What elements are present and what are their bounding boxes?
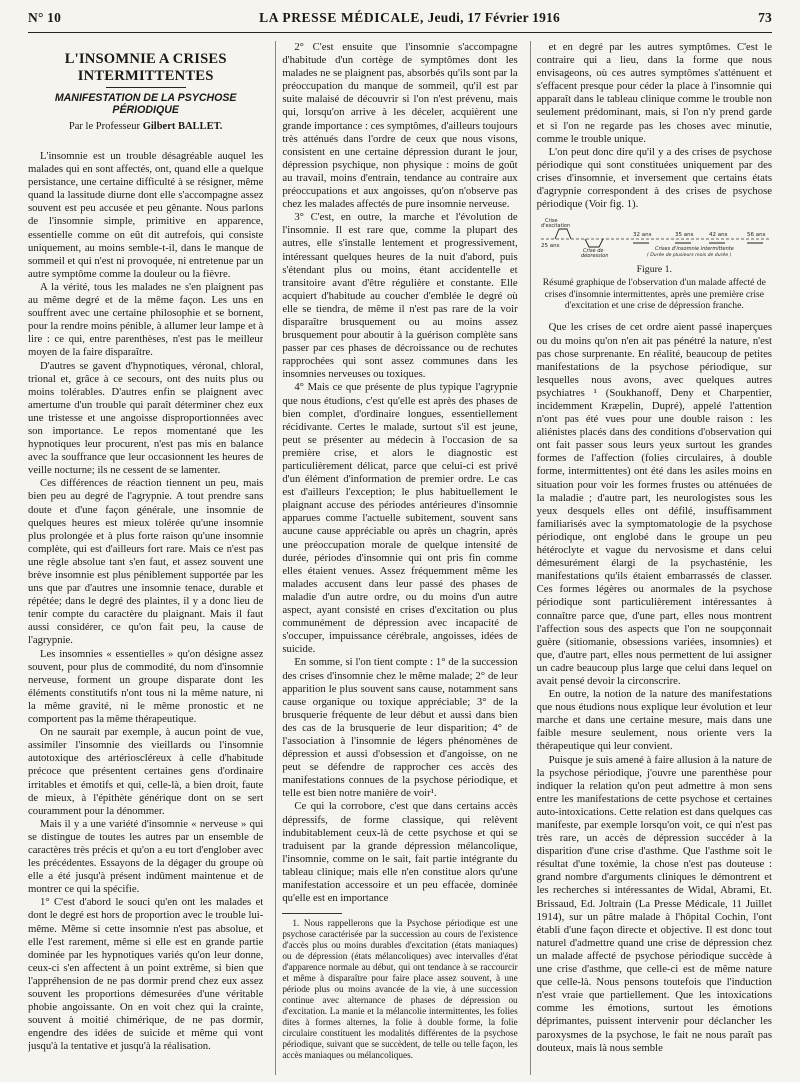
depression-label: dépression <box>580 253 609 258</box>
author-name: Gilbert BALLET. <box>142 121 223 132</box>
depression-crisis-mark <box>585 239 603 247</box>
age-label: 42 ans <box>708 232 728 239</box>
byline <box>28 121 263 132</box>
paragraph: En outre, la notion de la nature des manifestations que nous étudions nous explique leur évolution et leur marche et dans une certaine mesure, mais dans une faible mesure seulement, nous oriente vers la thérapeutique qui leur convient. <box>536 688 772 753</box>
article-title: L'INSOMNIE A CRISES INTERMITTENTES <box>64 51 227 84</box>
excitation-crisis-mark <box>555 229 571 239</box>
crisis-label: d'excitation <box>540 223 570 230</box>
running-head <box>28 10 772 30</box>
start-age-label: 25 ans <box>540 243 560 250</box>
age-label: 56 ans <box>746 232 766 239</box>
footnote-rule <box>282 913 342 914</box>
column-middle <box>275 41 517 1075</box>
paragraph: Ce qui la corrobore, c'est que dans certains accès dépressifs, de forme classique, qui relèvent indubitablement ceux-là de cette psychose et qui se traduisent par la grande dépression mélancolique, l'insomnie, comme on le sait, fait partie intégrante du tableau clinique; mais elle n'en constitue alors qu'une manifestation accessoire et un peu effacée, dominée qu'elle est en importance <box>282 800 518 905</box>
issue-number: N° 10 <box>28 10 62 25</box>
paragraph: Que les crises de cet ordre aient passé inaperçues ou du moins qu'on n'en ait pas pénétré la nature, n'est pas chose surprenante. En réalité, beaucoup de petites manifestations de la psychose périodique, sur lesquelles nous avons, avec quelques autres psychiatres ¹ (Soukhanoff, Deny et Charpentier, incidemment Kræpelin, Dupré), appelé l'attention n'ont pas été vues pour une double raison : les aliénistes placés dans des conditions d'observation qui ont fait passer sous leurs yeux surtout les grandes formes de l'affection (folies circulaires, à double forme, intermittentes) ont été dans les asiles moins en situation pour voir les formes frustes ou atténuées de la maladie ; d'autre part, les neurologistes sous les yeux desquels elles ont défilé, insuffisamment familiarisés avec la symptomatologie de la psychose périodique, ont englobé dans le groupe un peu hétéroclyte et vague du nervosisme et dans celui démesurément élargi de la psychasténie, les manifestations qu'ils étaient embarrassés de classer. Ces formes légères ou anormales de la psychose périodique sont particulièrement intéressantes à connaître parce que, d'une part, elles nous montrent l'affection sous des aspects que l'on ne soupçonnait guère (sitiomanie, obsessions variées, insomnies) et que, d'autre part, elles nous permettent de lui assigner un cadre beaucoup plus large que celui dans lequel on avait pensé devoir la circonscrire. <box>536 321 772 687</box>
title-rule <box>106 87 186 88</box>
paragraph: et en degré par les autres symptômes. C'est le contraire qui a lieu, dans la forme que nous envisageons, où ces autres symptômes s'atténuent et s'effacent presque pour céder la place à l'insomnie qui apparaît dans le tableau clinique comme le trouble non seulement prédominant, mais, si l'on n'y prend garde et si l'on ne regarde pas les choses avec minutie, comme le trouble unique. <box>536 41 772 145</box>
page-number: 73 <box>758 10 772 25</box>
column-left <box>28 41 263 1075</box>
paragraph: A la vérité, tous les malades ne s'en plaignent pas au même degré et de la même façon. Les uns en souffrent avec une certaine philosophie et se bornent, pour la rendre moins pénible, à allumer leur lampe et à lire : ce qui, entre parenthèses, n'est pas le meilleur moyen de la faire disparaître. <box>28 280 264 359</box>
paragraph: D'autres se gavent d'hypnotiques, véronal, chloral, trional et, grâce à ce secours, ont des nuits plus ou moins tolérables. D'autres enfin se plaignent avec amertume d'un trouble qui paraît déterminer chez eux une tristesse et une angoisse disproportionnées avec son importance. Le repos momentané que les hypnotiques leur procurent, n'est pas mis en balance avec la souffrance que leur occasionnent les heures de veille nocturne; ils ne cessent de se lamenter. <box>28 359 264 477</box>
paragraph: L'insomnie est un trouble désagréable auquel les malades qui en sont affectés, ont, quand elle a quelque persistance, une certaine difficulté à se résigner, même quand la lassitude diurne dont elle s'accompagne assez souvent est peu accusée et peu gênante. Nous parlons de l'insomnie simple, primitive en apparence, essentielle comme on eût dit autrefois, qui consiste uniquement, au moins semble-t-il, dans le manque de sommeil et qui n'est ni provoquée, ni entretenue par un autre symptôme comme la douleur ou la fièvre. <box>28 150 264 280</box>
figure-1 <box>537 217 772 311</box>
paragraph: 4° Mais ce que présente de plus typique l'agrypnie que nous étudions, c'est qu'elle est après des phases de bien complet, d'ordinaire longues, essentiellement récidivante. Certes le malade, surtout s'il est jeune, peut se présenter au médecin à l'occasion de sa première crise, et alors le diagnostic est particulièrement délicat, parce que celui-ci est privé d'un élément d'information de premier ordre. Le cas est d'ailleurs l'exception; le plus habituellement le plaignant accuse des périodes antérieures d'insomnie apparues comme l'actuelle subitement, souvent sans aucune cause appréciable ou après un chagrin, après une préoccupation morale de quelque intensité de durée, périodes d'insomnie qui ont pris fin comme elles étaient venues. Assez fréquemment même les malades accusent dans leur passé des phases de maladie d'un autre ordre, ou du moins d'un autre aspect, ayant consisté en crises d'excitation ou plus communément de dépression avec incapacité de s'occuper, impuissance cérébrale, angoisses, idées de suicide. <box>282 381 518 656</box>
age-label: 32 ans <box>632 232 652 239</box>
paragraph: 3° C'est, en outre, la marche et l'évolution de l'insomnie. Il est rare que, comme la plupart des autres, elle s'installe lentement et progressivement, intéressant quelques heures de la nuit d'abord, puis s'étendant plus ou moins, étant accidentelle et transitoire avant d'être régulière et constante. Elle acquiert d'habitude au coucher d'emblée le degré où elle se tiendra, de même il n'est pas rare de la voir disparaître brusquement ou au moins assez brusquement pour aboutir à la guérison complète sans passer par ces phases de décroissance ou de rechutes rapprochées qui sont assez communes dans les insomnies nerveuses ou toxiques. <box>282 211 518 381</box>
crisis-label: Crise <box>544 218 558 225</box>
paragraph: On ne saurait par exemple, à aucun point de vue, assimiler l'insomnie des vieillards ou l'insomnie autotoxique des artérioscléreux à celle d'habitude précoce que présentent certaines gens d'ordinaire irritables et émotifs et qui, celle-là, a bien droit, faute de mieux, à l'épithète générique dont on se sert couramment pour la dénommer. <box>28 726 264 817</box>
age-label: 35 ans <box>674 232 694 239</box>
timeline-diagram <box>537 217 772 257</box>
figure-caption-title: Figure 1. <box>636 264 672 276</box>
paragraph: En somme, si l'on tient compte : 1° de la succession des crises d'insomnie chez le même malade; 2° de leur apparition le plus souvent sans cause, notamment sans cause organique ou toxique appréciable; 3° de la brusquerie fréquente de leur début et aussi dans bien des cas de la brusquerie de leur disparition; 4° de l'association à l'insomnie de légers phénomènes de dépression et aussi d'obsession et d'angoisse, on ne peut se défendre de rapprocher ces accès des manifestations connues de la psychose périodique, et telle est bien notre manière de voir¹. <box>282 656 518 800</box>
text-columns <box>28 41 772 1075</box>
article-subtitle: MANIFESTATION DE LA PSYCHOSE PÉRIODIQUE <box>54 92 237 116</box>
paragraph: Ces différences de réaction tiennent un peu, mais bien peu au degré de l'agrypnie. A tout prendre sans doute et d'une façon générale, une insomnie de quelques heures est mieux tolérée qu'une insomnie plus prolongée et à plus forte raison qu'une insomnie complète, qui est d'ailleurs fort rare. Mais ce n'est pas une règle absolue tant s'en faut, et assez souvent une brève insomnie est plus péniblement supportée par les uns que par d'autres une insomnie tenace, durable et répétée; dans le degré des plaintes, il y a donc lieu de tenir compte du caractère du plaignant. Mais il faut aussi considérer, ce qu'on fait peu, la cause de l'agrypnie. <box>28 477 264 647</box>
depression-label: Crise de <box>582 248 604 255</box>
paragraph: Mais il y a une variété d'insomnie « nerveuse » qui se distingue de toutes les autres par un ensemble de caractères très précis et qu'on a eu tort d'englober avec les précédentes. Essayons de la dégager du groupe où elle a été jusqu'à présent indûment maintenue et de montrer ce qui la spécifie. <box>28 817 264 896</box>
paragraph: Puisque je suis amené à faire allusion à la nature de la psychose périodique, j'ouvre une parenthèse pour indiquer la relation qu'on peut admettre à mon sens entre les manifestations de cette psychose et certaines auto-intoxications. Cette relation est dans quelques cas manifeste, par exemple lorsqu'on voit, ce qui n'est pas très rare, un accès de dépression succéder à la disparition d'une crise d'asthme. Que l'asthme soit le résultat d'une toxémie, la chose n'est pas douteuse : grand nombre d'arguments cliniques le démontrent et les recherches si intéressantes de Widal, Abrami, Et. Brissaud, Ed. Joltrain (La Presse Médicale, 11 Juillet 1914), sur un pâtre malade à l'hôpital Cochin, l'ont établi d'une façon directe et objective. Il est donc tout naturel d'admettre quand une crise de dépression chez un malade affecté de psychose périodique succède à une crise d'asthme, que celle-ci est de même nature que celle-là. Nous pensons toutefois que l'induction n'est vraie que partiellement. Que les intoxications comme les émotions, surtout les émotions déprimantes, puissent intervenir pour déclancher les paroxysmes de la psychose, le fait ne nous paraît pas douteux, mais là nous semble <box>536 753 772 1054</box>
insomnia-label: Crises d'insomnie intermittente <box>654 246 734 253</box>
header-rule <box>28 32 772 33</box>
column-right <box>530 41 772 1075</box>
issue-date: Jeudi, 17 Février 1916 <box>427 10 560 25</box>
paragraph: 1° C'est d'abord le souci qu'en ont les malades et dont le degré est hors de proportion avec le trouble lui-même. Même si cette insomnie n'est pas absolue, et elle l'est rarement, même si elle est en grande partie dominée par les hypnotiques variés qu'on leur donne, ceux-ci s'en affectent à un point extrême, si bien que l'appréhension de ne pas dormir prend chez eux assez souvent les proportions démesurées d'une véritable phobie angoissante. On en voit chez qui la crainte, souvent à moitié chimérique, de ne pas dormir, engendre des idées de suicide et même qui vont jusqu'à la tentative et jusqu'à la réalisation. <box>28 896 264 1053</box>
paragraph: L'on peut donc dire qu'il y a des crises de psychose périodique qui sont constituées uniquement par des crises d'insomnie, et inversement que certains états d'agrypnie correspondent à des crises de psychose périodique (Voir fig. 1). <box>536 145 772 211</box>
journal-date-line <box>259 10 560 26</box>
insomnia-label: ( Durée de plusieurs mois de durée ) <box>646 253 732 258</box>
journal-name: LA PRESSE MÉDICALE, <box>259 10 424 25</box>
footnote: 1. Nous rappellerons que la Psychose périodique est une psychose caractérisée par la succession au cours de l'existence d'accès plus ou moins durables d'excitation (états maniaques) ou de dépression (états mélancoliques) avec intervalles d'état d'apparence normale au début, qui ont tendance à se raccourcir et même à disparaître pour faire place assez souvent, à une période plus ou moins avancée de la vie, à une succession continue avec alternance de phases de dépression ou d'excitation. La manie et la mélancolie intermittentes, les folies dites à formes alternes, la folie à double forme, la folie circulaire constituent les modalités différentes de la psychose périodique, suivant que se succèdent, de telle ou telle façon, les accès maniaques ou mélancoliques. <box>282 918 518 1061</box>
figure-caption: Résumé graphique de l'observation d'un malade affecté de crises d'insomnie intermittentes, après une première crise d'excitation et une crise de dépression franche. <box>542 277 766 312</box>
byline-prefix: Par le Professeur <box>68 121 141 132</box>
paragraph: 2° C'est ensuite que l'insomnie s'accompagne d'habitude d'un cortège de symptômes dont les malades ne se plaignent pas, absorbés qu'ils sont par la préoccupation du manque de sommeil, qu'il est par suite malaisé de découvrir si l'on n'est prévenu, mais qui, lorsqu'on arrive à les déceler, acquièrent une grande importance : ces symptômes, d'ailleurs toujours très atténués dans l'ordre de ceux que nous visons, consistent en une certaine dépression durant le jour, dépression psychique, non physique : moins de goût au travail, moins d'entrain, tendance au contraire aux préoccupations et aux angoisses, qu'on n'observe pas chez les malades affectés de pure insomnie nerveuse. <box>282 41 518 211</box>
paragraph: Les insomnies « essentielles » qu'on désigne assez souvent, pour plus de commodité, du nom d'insomnie nerveuse, forment un groupe disparate dont les éléments constitutifs n'ont tous ni la même nature, ni la même gravité, ni le même pronostic et ne comportent pas la même thérapeutique. <box>28 647 264 726</box>
